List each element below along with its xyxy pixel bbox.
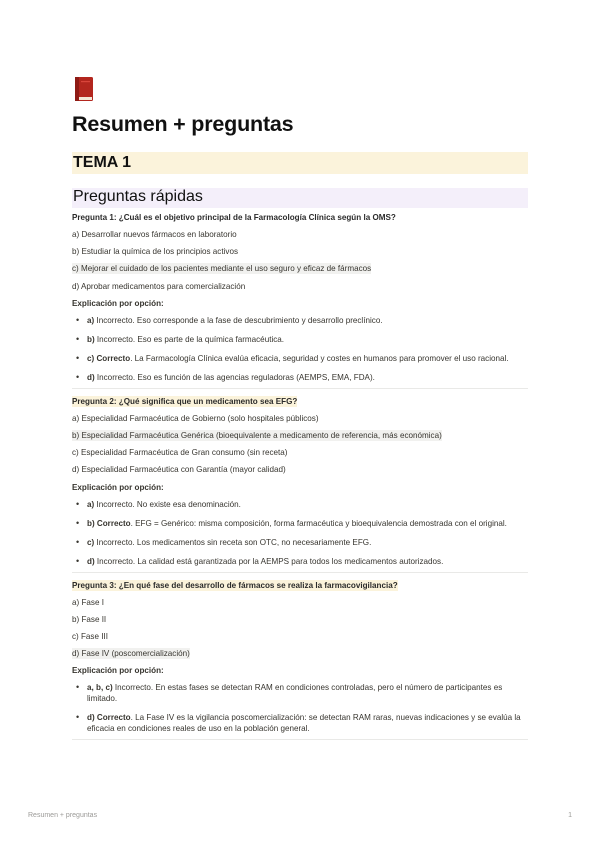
answer-option-text: a) Fase I <box>72 597 104 607</box>
section-heading <box>72 188 528 208</box>
tema-heading <box>72 152 528 174</box>
explanation-key: c) Correcto <box>87 353 131 363</box>
divider <box>72 739 528 740</box>
answer-option <box>72 413 528 424</box>
question-block <box>72 392 528 573</box>
answer-option-text: c) Mejorar el cuidado de los pacientes mediante el uso seguro y eficaz de fármacos <box>72 264 372 274</box>
explanation-text: . EFG = Genérico: misma composición, forma farmacéutica y bioequivalencia demostrada con el original. <box>130 518 507 528</box>
answer-option <box>72 597 528 608</box>
explanation-text: . La Fase IV es la vigilancia poscomercialización: se detectan RAM raras, nuevas indicaciones y se evalúa la eficacia en condiciones reales de uso en la población general. <box>87 713 521 734</box>
answer-option <box>72 447 528 458</box>
explanation-item <box>72 712 528 734</box>
explanation-text: Incorrecto. La calidad está garantizada por la AEMPS para todos los medicamentos autorizados. <box>94 556 444 566</box>
explanation-label: Explicación por opción: <box>72 666 164 676</box>
explanation-key: d) Correcto <box>87 713 131 723</box>
answer-option-text: a) Desarrollar nuevos fármacos en laboratorio <box>72 230 237 239</box>
answer-option-text: b) Estudiar la química de los principios activos <box>72 247 238 257</box>
answer-option-text: a) Especialidad Farmacéutica de Gobierno (solo hospitales públicos) <box>72 413 319 423</box>
answer-option-text: d) Aprobar medicamentos para comercialización <box>72 281 246 291</box>
explanation-item <box>72 518 528 529</box>
section-label: Preguntas rápidas <box>73 188 203 205</box>
explanation-text: Incorrecto. Eso corresponde a la fase de descubrimiento y desarrollo preclínico. <box>94 315 383 325</box>
explanation-key: d) <box>87 372 95 382</box>
answer-option-text: c) Fase III <box>72 631 108 641</box>
answer-option-text: b) Fase II <box>72 614 107 624</box>
answer-option-text: d) Especialidad Farmacéutica con Garantía (mayor calidad) <box>72 465 286 475</box>
answer-option <box>72 648 528 659</box>
explanation-item <box>72 372 528 383</box>
explanation-item <box>72 682 528 704</box>
explanation-text: . La Farmacología Clínica evalúa eficacia, seguridad y costes en humanos para promover el uso racional. <box>130 353 509 363</box>
page-title: Resumen + preguntas <box>72 112 294 136</box>
explanation-item <box>72 556 528 567</box>
explanation-text: Incorrecto. Los medicamentos sin receta son OTC, no necesariamente EFG. <box>94 537 372 547</box>
explanation-item <box>72 353 528 364</box>
explanation-item <box>72 315 528 326</box>
answer-option <box>72 263 528 274</box>
question-text: Pregunta 2: ¿Qué significa que un medicamento sea EFG? <box>72 396 298 406</box>
divider <box>72 572 528 573</box>
explanation-key: a) <box>87 315 95 325</box>
answer-option <box>72 430 528 441</box>
questions-content <box>72 212 528 743</box>
explanation-text: Incorrecto. Eso es función de las agencias reguladoras (AEMPS, EMA, FDA). <box>94 372 375 382</box>
explanation-label: Explicación por opción: <box>72 298 164 308</box>
explanation-list <box>72 315 528 383</box>
explanation-item <box>72 334 528 345</box>
explanation-list <box>72 682 528 734</box>
explanation-key: b) Correcto <box>87 518 131 528</box>
divider <box>72 388 528 389</box>
answer-option-text: b) Especialidad Farmacéutica Genérica (bioequivalente a medicamento de referencia, más económica) <box>72 430 442 440</box>
answer-option <box>72 229 528 240</box>
question-text: Pregunta 1: ¿Cuál es el objetivo principal de la Farmacología Clínica según la OMS? <box>72 213 396 222</box>
answer-option <box>72 464 528 475</box>
answer-option <box>72 281 528 292</box>
answer-option <box>72 614 528 625</box>
explanation-key: c) <box>87 537 95 547</box>
explanation-item <box>72 499 528 510</box>
footer-page-number: 1 <box>568 812 572 819</box>
question-text: Pregunta 3: ¿En qué fase del desarrollo de fármacos se realiza la farmacovigilancia? <box>72 580 398 590</box>
explanation-key: a) <box>87 499 95 509</box>
explanation-key: b) <box>87 334 95 344</box>
explanation-text: Incorrecto. En estas fases se detectan RAM en condiciones controladas, pero el número de participantes es limitado. <box>87 683 503 704</box>
answer-option-text: d) Fase IV (poscomercialización) <box>72 649 190 659</box>
explanation-key: a, b, c) <box>87 683 113 693</box>
question-block <box>72 576 528 741</box>
answer-option-text: c) Especialidad Farmacéutica de Gran consumo (sin receta) <box>72 448 288 458</box>
explanation-label: Explicación por opción: <box>72 482 164 492</box>
explanation-list <box>72 499 528 567</box>
explanation-text: Incorrecto. Eso es parte de la química farmacéutica. <box>94 334 285 344</box>
tema-label: TEMA 1 <box>73 154 132 171</box>
book-icon <box>72 76 96 102</box>
answer-option <box>72 246 528 257</box>
explanation-item <box>72 537 528 548</box>
answer-option <box>72 631 528 642</box>
explanation-key: d) <box>87 556 95 566</box>
footer-title: Resumen + preguntas <box>28 812 98 819</box>
explanation-text: Incorrecto. No existe esa denominación. <box>94 499 241 509</box>
question-block <box>72 212 528 389</box>
